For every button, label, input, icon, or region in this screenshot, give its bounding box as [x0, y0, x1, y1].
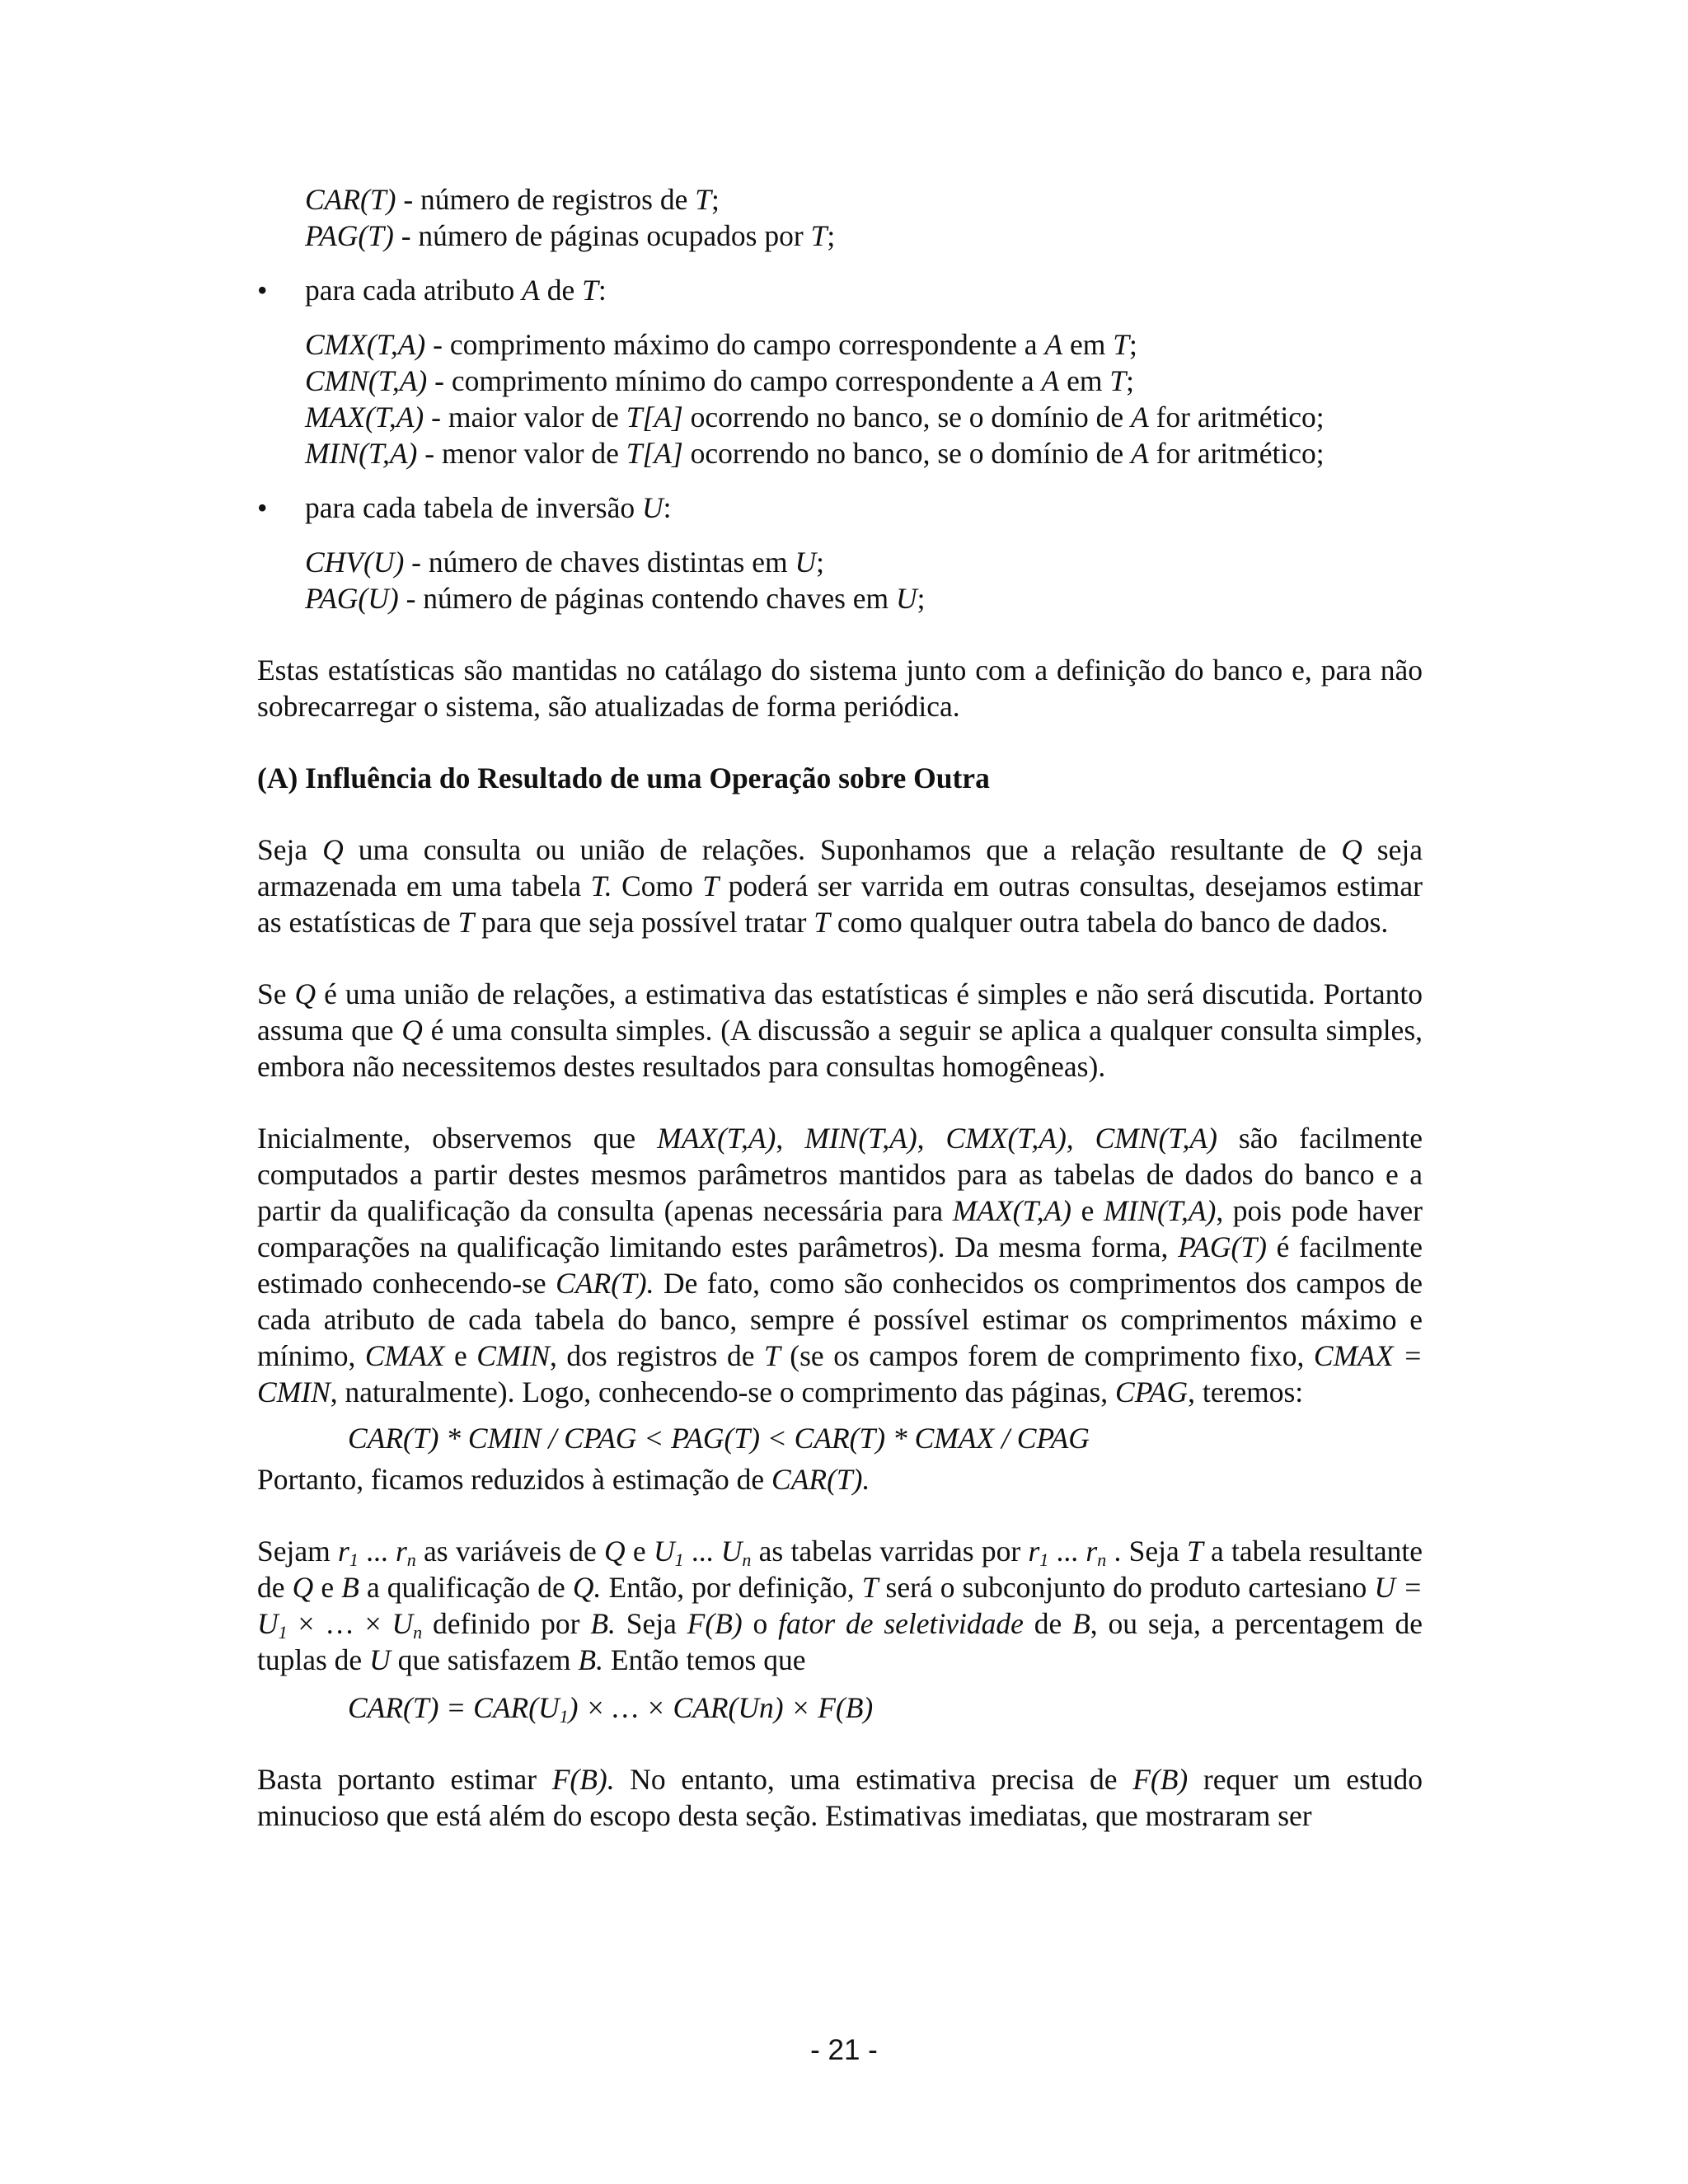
stat-max: MAX(T,A) - maior valor de T[A] ocorrendo no banco, se o domínio de A for aritmético;: [305, 401, 1325, 434]
paragraph-car-reduction: Portanto, ficamos reduzidos à estimação de CAR(T).: [257, 1463, 870, 1496]
paragraph-query-result: Seja Q uma consulta ou união de relações. Suponhamos que a relação resultante de Q seja armazenada em uma tabela T. Como T poderá ser varrida em outras consultas, desejamos estimar as estatísticas de T para que seja possível tratar T como qualquer outra tabela do banco de dados.: [257, 833, 1423, 939]
paragraph-parameters: Inicialmente, observemos que MAX(T,A), MIN(T,A), CMX(T,A), CMN(T,A) são facilmente computados a partir destes mesmos parâmetros mantidos para as tabelas de dados do banco e a partir da qualificação da consulta (apenas necessária para MAX(T,A) e MIN(T,A), pois pode haver comparações na qualificação limitando estes parâmetros). Da mesma forma, PAG(T) é facilmente estimado conhecendo-se CAR(T). De fato, como são conhecidos os comprimentos dos campos de cada atributo de cada tabela do banco, sempre é possível estimar os comprimentos máximo e mínimo, CMAX e CMIN, dos registros de T (se os campos forem de comprimento fixo, CMAX = CMIN, naturalmente). Logo, conhecendo-se o comprimento das páginas, CPAG, teremos:: [257, 1122, 1423, 1408]
stat-pag-u: PAG(U) - número de páginas contendo chaves em U;: [305, 582, 926, 615]
paragraph-catalog: Estas estatísticas são mantidas no catálago do sistema junto com a definição do banco e, para não sobrecarregar o sistema, são atualizadas de forma periódica.: [257, 654, 1423, 723]
bullet-marker: •: [257, 274, 268, 307]
bullet-inversion: • para cada tabela de inversão U:: [257, 491, 672, 524]
stat-cmn: CMN(T,A) - comprimento mínimo do campo correspondente a A em T;: [305, 364, 1134, 397]
formula-pag-estimate: CAR(T) * CMIN / CPAG < PAG(T) < CAR(T) * CMAX / CPAG: [348, 1422, 1090, 1455]
formula-car-estimate: $CAR(T) = CAR(U_1)$ × … × CAR(Un) × F(B): [348, 1691, 874, 1727]
page-number: - 21 -: [810, 2034, 878, 2066]
stat-chv: CHV(U) - número de chaves distintas em U;: [305, 546, 824, 579]
stat-pag-t: PAG(T) - número de páginas ocupados por T;: [305, 219, 836, 252]
stat-car-t: CAR(T) - número de registros de T;: [305, 183, 720, 216]
paragraph-selectivity: Basta portanto estimar F(B). No entanto, uma estimativa precisa de F(B) requer um estudo minucioso que está além do escopo desta seção. Estimativas imediatas, que mostraram ser: [257, 1763, 1423, 1832]
stat-cmx: CMX(T,A) - comprimento máximo do campo correspondente a A em T;: [305, 328, 1137, 361]
paragraph-union: Se Q é uma união de relações, a estimativa das estatísticas é simples e não será discutida. Portanto assuma que Q é uma consulta simples. (A discussão a seguir se aplica a qualquer consulta simples, embora não necessitemos destes resultados para consultas homogêneas).: [257, 977, 1423, 1083]
section-heading: (A) Influência do Resultado de uma Operação sobre Outra: [257, 762, 990, 794]
paragraph-variables: Sejam $r_1$ ... $r_n$ as variáveis de Q e $U_1$ ... $U_n$ as tabelas varridas por $r_1$ ... $r_n$ . Seja T a tabela resultante de Q e B a qualificação de Q. Então, por definição, T será o subconjunto do produto cartesiano $U = U_1$ × … × $U_n$ definido por B. Seja F(B) o fator de seletividade de B, ou seja, a percentagem de tuplas de U que satisfazem B. Então temos que: [257, 1535, 1423, 1676]
stat-min: MIN(T,A) - menor valor de T[A] ocorrendo no banco, se o domínio de A for aritmético;: [305, 437, 1325, 470]
bullet-attributes: • para cada atributo A de T:: [257, 274, 607, 307]
document-page: [257, 181, 1423, 1834]
bullet-marker: •: [257, 491, 268, 524]
